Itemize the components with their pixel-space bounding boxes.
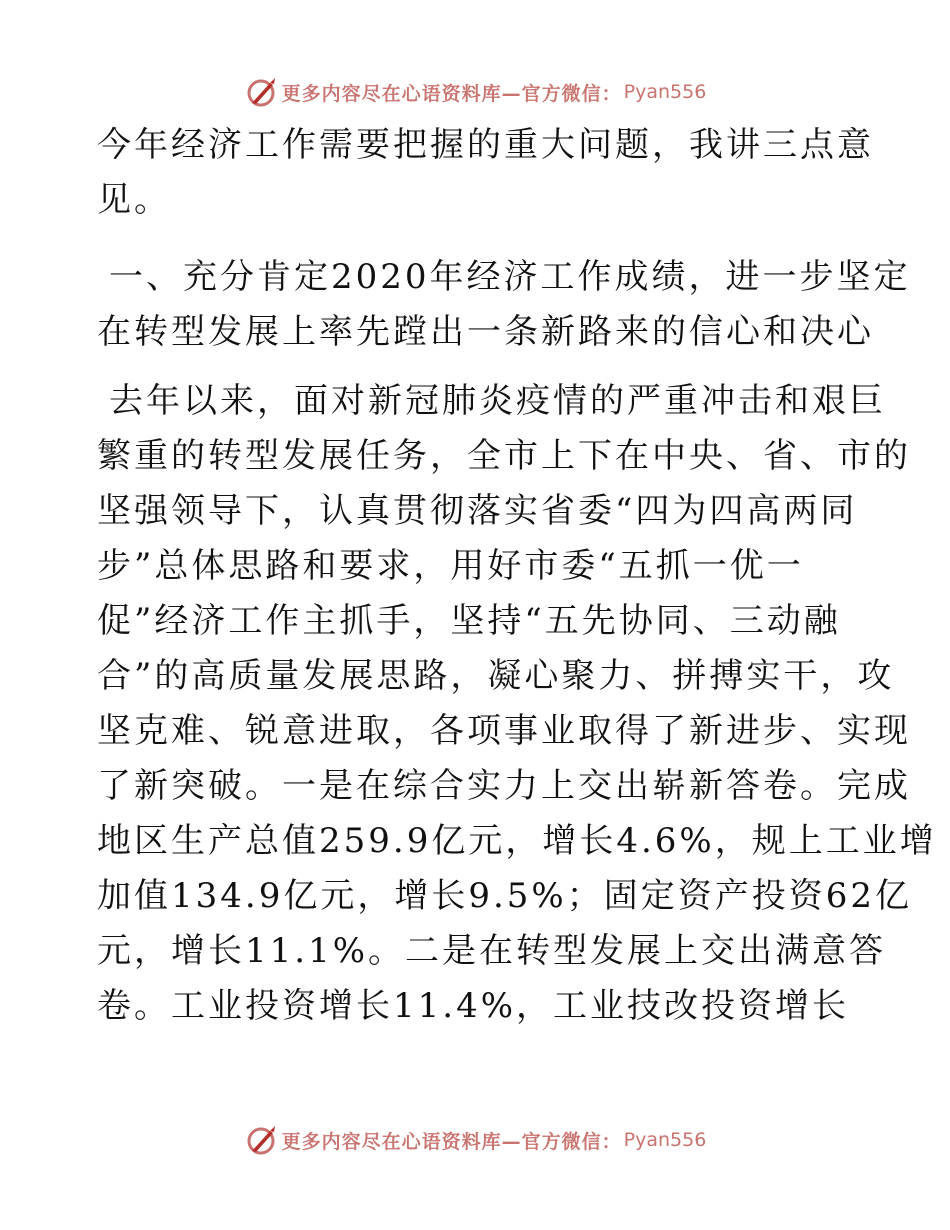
- body-line: 加值134.9亿元，增长9.5%；固定资产投资62亿: [97, 876, 912, 916]
- footer-watermark: [0, 1120, 950, 1160]
- intro-line: 今年经济工作需要把握的重大问题，我讲三点意: [97, 125, 874, 165]
- body-line: 繁重的转型发展任务，全市上下在中央、省、市的: [97, 436, 911, 476]
- body-line: 去年以来，面对新冠肺炎疫情的严重冲击和艰巨: [109, 381, 886, 421]
- section-heading-line: 一、充分肯定2020年经济工作成绩，进一步坚定: [109, 257, 911, 297]
- intro-line: 见。: [97, 180, 171, 220]
- quill-logo-icon: [244, 1123, 278, 1157]
- body-line: 促”经济工作主抓手，坚持“五先协同、三动融: [97, 601, 841, 641]
- body-line: 合”的高质量发展思路，凝心聚力、拼搏实干，攻: [97, 656, 895, 696]
- document-body: [97, 118, 937, 1034]
- body-line: 卷。工业投资增长11.4%，工业技改投资增长: [97, 986, 850, 1026]
- watermark-code: Pyan556: [623, 1129, 707, 1151]
- watermark-text: 更多内容尽在心语资料库—官方微信：: [281, 1130, 622, 1153]
- body-line: 步”总体思路和要求，用好市委“五抓一优一: [97, 546, 804, 586]
- body-line: 了新突破。一是在综合实力上交出崭新答卷。完成: [97, 766, 911, 806]
- watermark-code: Pyan556: [623, 81, 707, 103]
- watermark-text: 更多内容尽在心语资料库—官方微信：: [281, 82, 622, 105]
- header-watermark: [0, 72, 950, 112]
- quill-logo-icon: [244, 75, 278, 109]
- body-line: 地区生产总值259.9亿元，增长4.6%，规上工业增: [97, 821, 937, 861]
- body-line: 元，增长11.1%。二是在转型发展上交出满意答: [97, 931, 887, 971]
- section-heading-line: 在转型发展上率先蹚出一条新路来的信心和决心: [97, 312, 874, 352]
- body-line: 坚强领导下，认真贯彻落实省委“四为四高两同: [97, 491, 858, 531]
- body-line: 坚克难、锐意进取，各项事业取得了新进步、实现: [97, 711, 911, 751]
